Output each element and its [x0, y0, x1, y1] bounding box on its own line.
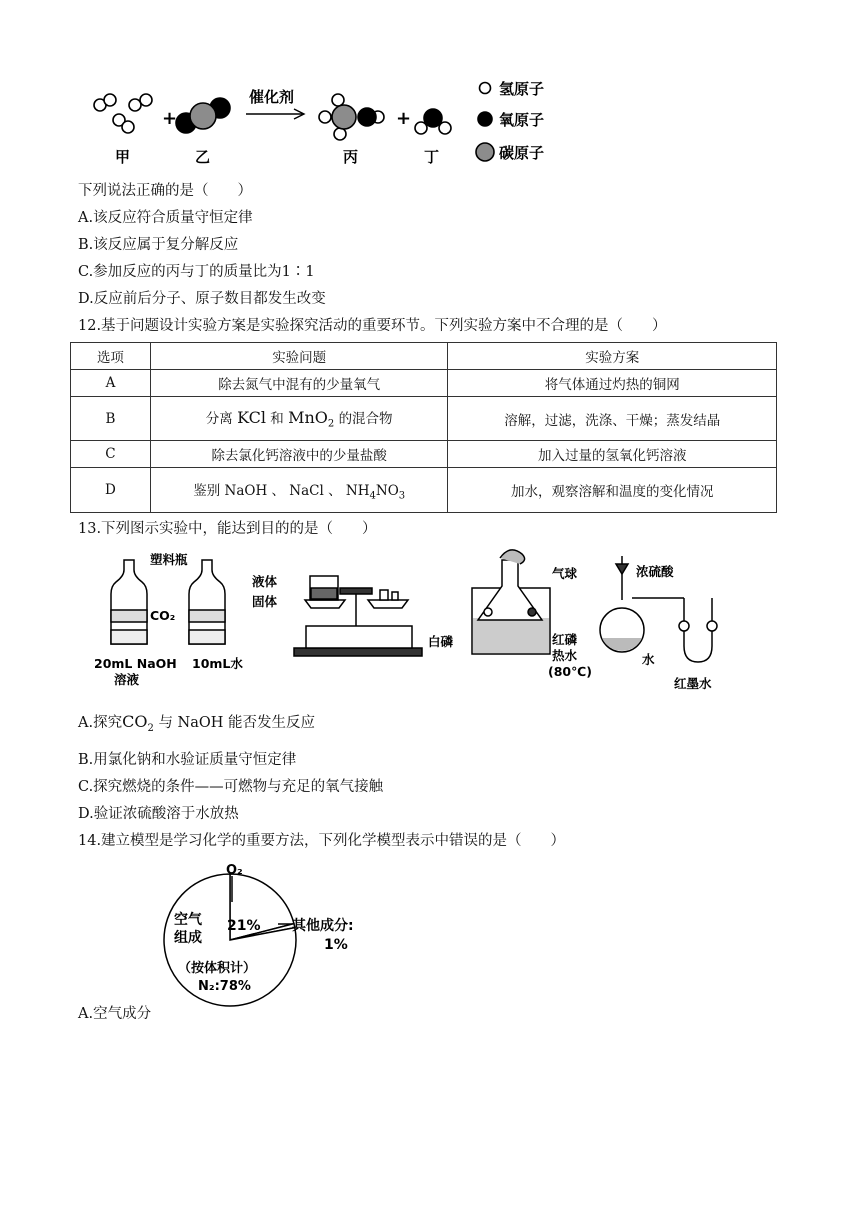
svg-text:CO₂: CO₂ — [150, 608, 176, 623]
u-tube — [684, 598, 712, 662]
header-problem: 实验问题 — [150, 343, 448, 370]
q11-option-b: B.该反应属于复分解反应 — [78, 237, 239, 253]
q11-option-c: C.参加反应的丙与丁的质量比为1∶1 — [78, 264, 315, 280]
q11-stem: 下列说法正确的是（ ） — [78, 183, 252, 199]
legend-oxygen: 氧原子 — [499, 111, 545, 129]
label-ding: 丁 — [424, 148, 440, 166]
table-row: B 分离 KCl 和 MnO$_2$ 的混合物 溶解，过滤，洗涤、干燥；蒸发结晶 — [71, 397, 777, 441]
q13-option-c: C.探究燃烧的条件——可燃物与充足的氧气接触 — [78, 779, 384, 795]
pie-n2-label: N₂:78% — [198, 979, 251, 994]
q13-stem: 13.下列图示实验中，能达到目的的是（ ） — [78, 521, 377, 537]
svg-text:塑料瓶: 塑料瓶 — [150, 552, 188, 567]
header-plan: 实验方案 — [448, 343, 777, 370]
air-composition-pie — [150, 858, 390, 1008]
svg-text:白磷: 白磷 — [428, 634, 454, 649]
table-header-row — [71, 343, 777, 370]
svg-text:固体: 固体 — [252, 594, 278, 609]
catalyst-label: 催化剂 — [249, 88, 295, 106]
pie-air-label-2: 组成 — [174, 930, 202, 946]
label-bing: 丙 — [343, 148, 359, 166]
q12-table — [70, 342, 777, 513]
svg-text:液体: 液体 — [252, 574, 278, 589]
svg-text:红墨水: 红墨水 — [674, 676, 712, 691]
q13-experiments-figure — [84, 548, 764, 698]
q13-option-b: B.用氯化钠和水验证质量守恒定律 — [78, 752, 297, 768]
pie-air-label-1: 空气 — [174, 912, 202, 928]
q13-option-d: D.验证浓硫酸溶于水放热 — [78, 806, 239, 822]
pie-1pct: 1% — [324, 937, 348, 953]
q13-option-a: A.探究$CO_2$ 与 NaOH 能否发生反应 — [78, 712, 316, 734]
q12-stem: 12.基于问题设计实验方案是实验探究活动的重要环节。下列实验方案中不合理的是（ ） — [78, 318, 667, 334]
label-jia: 甲 — [115, 148, 131, 166]
table-row: A 除去氮气中混有的少量氧气 将气体通过灼热的铜网 — [71, 370, 777, 397]
q11-option-d: D.反应前后分子、原子数目都发生改变 — [78, 291, 326, 307]
svg-text:浓硫酸: 浓硫酸 — [636, 564, 674, 579]
balance-base — [294, 648, 422, 656]
pie-other-label: 其他成分: — [292, 918, 354, 934]
pie-by-volume: （按体积计） — [178, 961, 257, 976]
pie-o2-label: O₂ — [226, 863, 243, 878]
pie-21pct: 21% — [227, 918, 261, 934]
table-row: C 除去氯化钙溶液中的少量盐酸 加入过量的氢氧化钙溶液 — [71, 441, 777, 468]
svg-text:溶液: 溶液 — [114, 672, 140, 687]
q11-option-a: A.该反应符合质量守恒定律 — [78, 210, 253, 226]
reaction-diagram — [88, 78, 588, 170]
svg-text:气球: 气球 — [552, 566, 578, 581]
svg-text:20mL NaOH: 20mL NaOH — [94, 656, 177, 671]
label-yi: 乙 — [195, 148, 211, 166]
legend-carbon: 碳原子 — [499, 144, 545, 162]
svg-text:红磷: 红磷 — [552, 632, 578, 647]
svg-text:水: 水 — [642, 652, 655, 667]
plus-sign-2: + — [396, 108, 412, 129]
plus-sign-1: + — [162, 108, 178, 129]
q14-option-a: A.空气成分 — [78, 1006, 152, 1022]
dropping-funnel — [616, 564, 628, 574]
svg-text:热水: 热水 — [552, 648, 578, 663]
svg-text:(80℃): (80℃) — [548, 664, 592, 679]
header-option: 选项 — [71, 343, 151, 370]
legend-hydrogen: 氢原子 — [499, 80, 545, 98]
table-row: D 鉴别 NaOH 、 NaCl 、 $NH_4NO_3$ 加水，观察溶解和温度的变化情况 — [71, 468, 777, 513]
svg-text:10mL水: 10mL水 — [192, 656, 243, 671]
q14-stem: 14.建立模型是学习化学的重要方法，下列化学模型表示中错误的是（ ） — [78, 833, 566, 849]
